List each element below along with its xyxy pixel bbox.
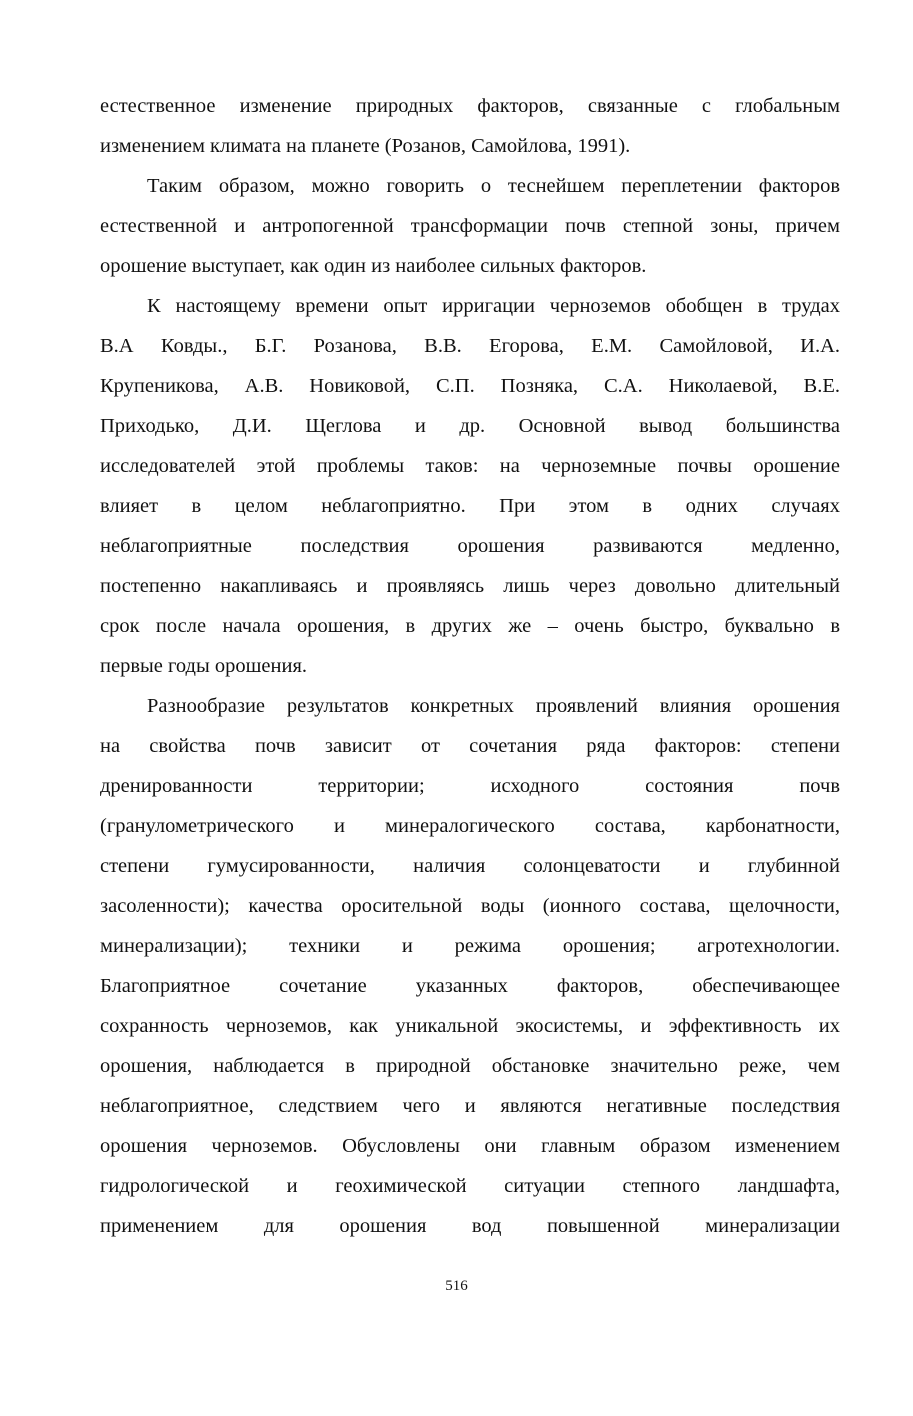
text-line: сохранность черноземов, как уникальной экосистемы, и эффективность их — [100, 1015, 840, 1037]
text-line: неблагоприятное, следствием чего и являются негативные последствия — [100, 1095, 840, 1117]
text-line: постепенно накапливаясь и проявляясь лишь через довольно длительный — [100, 575, 840, 597]
text-line: орошения, наблюдается в природной обстановке значительно реже, чем — [100, 1055, 840, 1077]
text-line: срок после начала орошения, в других же – очень быстро, буквально в — [100, 615, 840, 637]
text-line: изменением климата на планете (Розанов, Самойлова, 1991). — [100, 135, 631, 157]
text-line: Разнообразие результатов конкретных проявлений влияния орошения — [147, 695, 840, 717]
document-body — [100, 86, 840, 1246]
text-line: степени гумусированности, наличия солонцеватости и глубинной — [100, 855, 840, 877]
text-line: дренированности территории; исходного состояния почв — [100, 775, 840, 797]
text-line: влияет в целом неблагоприятно. При этом в одних случаях — [100, 495, 840, 517]
paragraph-2 — [100, 166, 840, 286]
text-line: естественное изменение природных факторов, связанные с глобальным — [100, 95, 840, 117]
text-line: на свойства почв зависит от сочетания ряда факторов: степени — [100, 735, 840, 757]
text-line: первые годы орошения. — [100, 655, 308, 677]
text-line: Приходько, Д.И. Щеглова и др. Основной вывод большинства — [100, 415, 840, 437]
paragraph-3 — [100, 286, 840, 686]
text-line: (гранулометрического и минералогического состава, карбонатности, — [100, 815, 840, 837]
text-line: орошение выступает, как один из наиболее сильных факторов. — [100, 255, 647, 277]
text-line: орошения черноземов. Обусловлены они главным образом изменением — [100, 1135, 840, 1157]
text-line: Таким образом, можно говорить о теснейшем переплетении факторов — [147, 175, 840, 197]
text-line: В.А Ковды., Б.Г. Розанова, В.В. Егорова, Е.М. Самойловой, И.А. — [100, 335, 840, 357]
text-line: Крупеникова, А.В. Новиковой, С.П. Позняка, С.А. Николаевой, В.Е. — [100, 375, 840, 397]
paragraph-1 — [100, 86, 840, 166]
text-line: минерализации); техники и режима орошения; агротехнологии. — [100, 935, 840, 957]
text-line: гидрологической и геохимической ситуации степного ландшафта, — [100, 1175, 840, 1197]
text-line: засоленности); качества оросительной воды (ионного состава, щелочности, — [100, 895, 840, 917]
text-line: исследователей этой проблемы таков: на черноземные почвы орошение — [100, 455, 840, 477]
text-line: К настоящему времени опыт ирригации черноземов обобщен в трудах — [147, 295, 840, 317]
text-line: Благоприятное сочетание указанных факторов, обеспечивающее — [100, 975, 840, 997]
text-line: неблагоприятные последствия орошения развиваются медленно, — [100, 535, 840, 557]
text-line: естественной и антропогенной трансформации почв степной зоны, причем — [100, 215, 840, 237]
page-number: 516 — [445, 1278, 468, 1294]
text-line: применением для орошения вод повышенной минерализации — [100, 1215, 840, 1237]
paragraph-4 — [100, 686, 840, 1246]
